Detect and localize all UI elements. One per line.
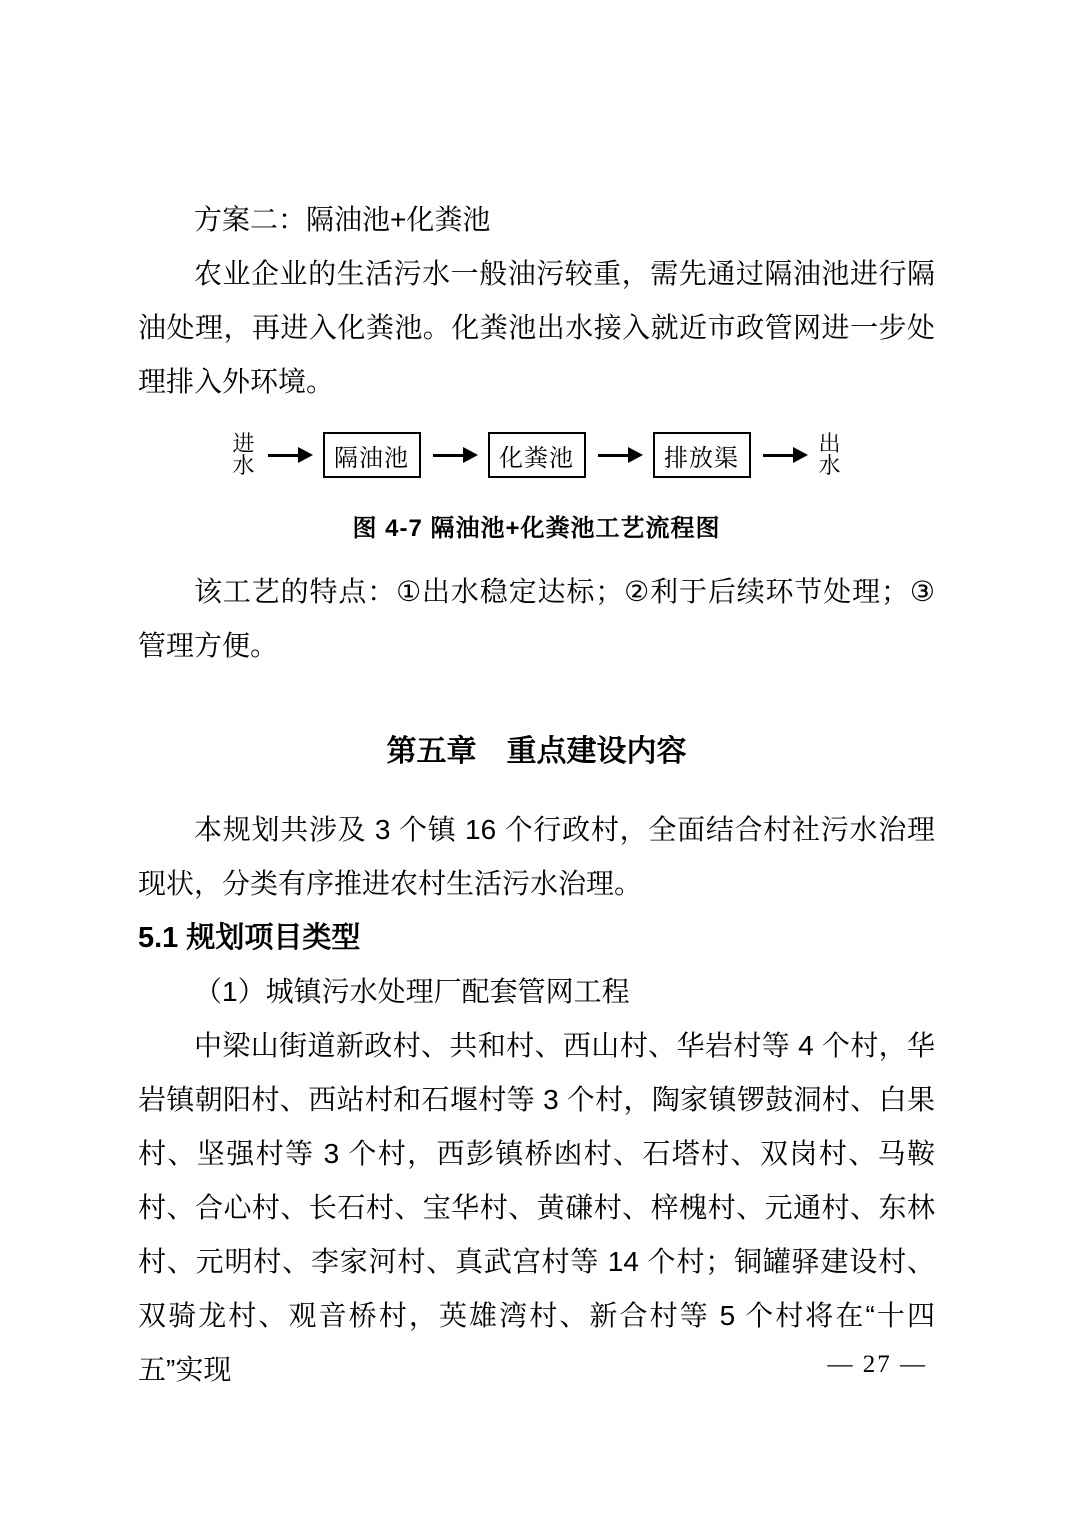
project-type-1-title: （1）城镇污水处理厂配套管网工程 <box>194 976 630 1007</box>
process-flow-diagram <box>138 431 935 479</box>
flow-step-grease-trap: 隔油池 <box>323 432 421 478</box>
chapter-intro-paragraph: 本规划共涉及 3 个镇 16 个行政村，全面结合村社污水治理现状，分类有序推进农村生活污水治理。 <box>138 814 935 899</box>
chapter-title: 第五章 重点建设内容 <box>386 735 687 768</box>
scheme-title: 方案二：隔油池+化粪池 <box>194 204 491 235</box>
flow-arrow-icon <box>433 454 463 457</box>
flow-input-label: 进水 <box>232 431 255 478</box>
flow-step-discharge-channel: 排放渠 <box>653 432 751 478</box>
flow-arrow-icon <box>268 454 298 457</box>
flow-arrow-icon <box>598 454 628 457</box>
scheme-description-paragraph: 农业企业的生活污水一般油污较重，需先通过隔油池进行隔油处理，再进入化粪池。化粪池出水接入就近市政管网进一步处理排入外环境。 <box>138 258 935 397</box>
figure-caption: 图 4-7 隔油池+化粪池工艺流程图 <box>352 515 721 542</box>
flow-arrow-icon <box>763 454 793 457</box>
process-features-paragraph: 该工艺的特点：①出水稳定达标；②利于后续环节处理；③管理方便。 <box>138 576 935 661</box>
project-type-1-villages-paragraph: 中梁山街道新政村、共和村、西山村、华岩村等 4 个村，华岩镇朝阳村、西站村和石堰村等 3 个村，陶家镇锣鼓洞村、白果村、坚强村等 3 个村，西彭镇桥凼村、石塔村、双岗村、马鞍村、合心村、长石村、宝华村、黄磏村、梓槐村、元通村、东林村、元明村、李家河村、真武宫村等 14 个村；铜罐驿建设村、双骑龙村、观音桥村，英雄湾村、新合村等 5 个村将在“十四五”实现 <box>138 1030 935 1385</box>
section-heading-5-1: 5.1 规划项目类型 <box>138 922 361 954</box>
flow-step-septic-tank: 化粪池 <box>488 432 586 478</box>
page-number: — 27 — <box>827 1351 927 1378</box>
flow-output-label: 出水 <box>818 431 841 478</box>
